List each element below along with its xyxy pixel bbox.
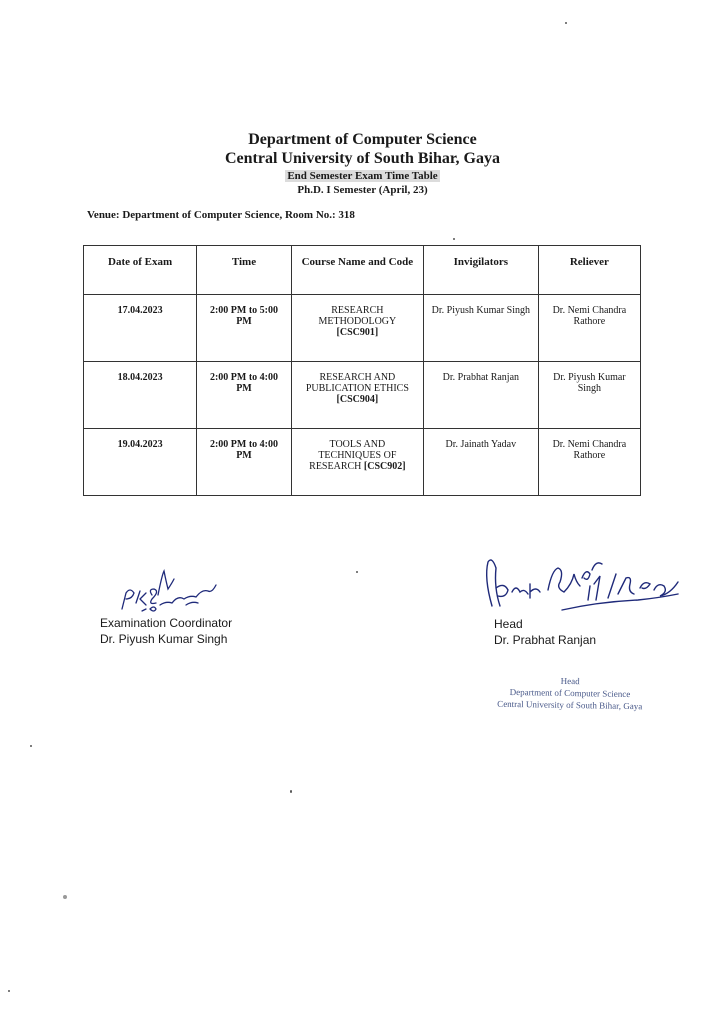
cell-date: 19.04.2023 — [84, 429, 197, 496]
head-handwritten-signature — [478, 548, 683, 618]
coordinator-role: Examination Coordinator — [100, 616, 233, 630]
col-invigilators-header: Invigilators — [423, 246, 538, 295]
cell-time: 2:00 PM to 4:00 PM — [197, 362, 292, 429]
cell-reliever: Dr. Piyush Kumar Singh — [538, 362, 640, 429]
col-reliever-header: Reliever — [538, 246, 640, 295]
venue-line: Venue: Department of Computer Science, Room No.: 318 — [87, 209, 355, 221]
scan-speck — [8, 990, 10, 992]
cell-reliever: Dr. Nemi Chandra Rathore — [538, 429, 640, 496]
cell-date: 17.04.2023 — [84, 295, 197, 362]
department-stamp — [470, 673, 671, 712]
cell-invigilator: Dr. Piyush Kumar Singh — [423, 295, 538, 362]
stamp-line-2: Department of Computer Science — [509, 686, 631, 700]
coordinator-signature-block — [100, 615, 232, 647]
department-title: Department of Computer Science — [248, 131, 477, 148]
cell-course: TOOLS AND TECHNIQUES OF RESEARCH [CSC902] — [291, 429, 423, 496]
table-row — [84, 295, 641, 362]
coordinator-name: Dr. Piyush Kumar Singh — [100, 632, 228, 646]
coordinator-handwritten-signature — [112, 565, 242, 617]
col-date-header: Date of Exam — [84, 246, 197, 295]
semester-title: Ph.D. I Semester (April, 23) — [297, 184, 428, 196]
head-name: Dr. Prabhat Ranjan — [494, 633, 597, 647]
stamp-line-3: Central University of South Bihar, Gaya — [497, 698, 643, 712]
cell-time: 2:00 PM to 5:00 PM — [197, 295, 292, 362]
exam-timetable — [83, 245, 641, 496]
col-course-header: Course Name and Code — [291, 246, 423, 295]
cell-invigilator: Dr. Jainath Yadav — [423, 429, 538, 496]
scan-speck — [30, 745, 32, 747]
scan-speck — [290, 790, 292, 793]
stamp-line-1: Head — [560, 675, 580, 687]
scan-speck — [565, 22, 567, 24]
exam-title: End Semester Exam Time Table — [287, 170, 438, 182]
table-row — [84, 362, 641, 429]
table-row — [84, 429, 641, 496]
scan-speck — [356, 571, 358, 573]
document-header — [0, 130, 725, 197]
head-role: Head — [494, 617, 523, 631]
scan-speck — [453, 238, 455, 240]
head-signature-block — [494, 616, 596, 648]
university-title: Central University of South Bihar, Gaya — [225, 150, 500, 167]
table-header-row — [84, 246, 641, 295]
cell-time: 2:00 PM to 4:00 PM — [197, 429, 292, 496]
cell-course: RESEARCH METHODOLOGY [CSC901] — [291, 295, 423, 362]
cell-course: RESEARCH AND PUBLICATION ETHICS [CSC904] — [291, 362, 423, 429]
col-time-header: Time — [197, 246, 292, 295]
cell-reliever: Dr. Nemi Chandra Rathore — [538, 295, 640, 362]
scan-speck — [63, 895, 67, 899]
cell-invigilator: Dr. Prabhat Ranjan — [423, 362, 538, 429]
cell-date: 18.04.2023 — [84, 362, 197, 429]
